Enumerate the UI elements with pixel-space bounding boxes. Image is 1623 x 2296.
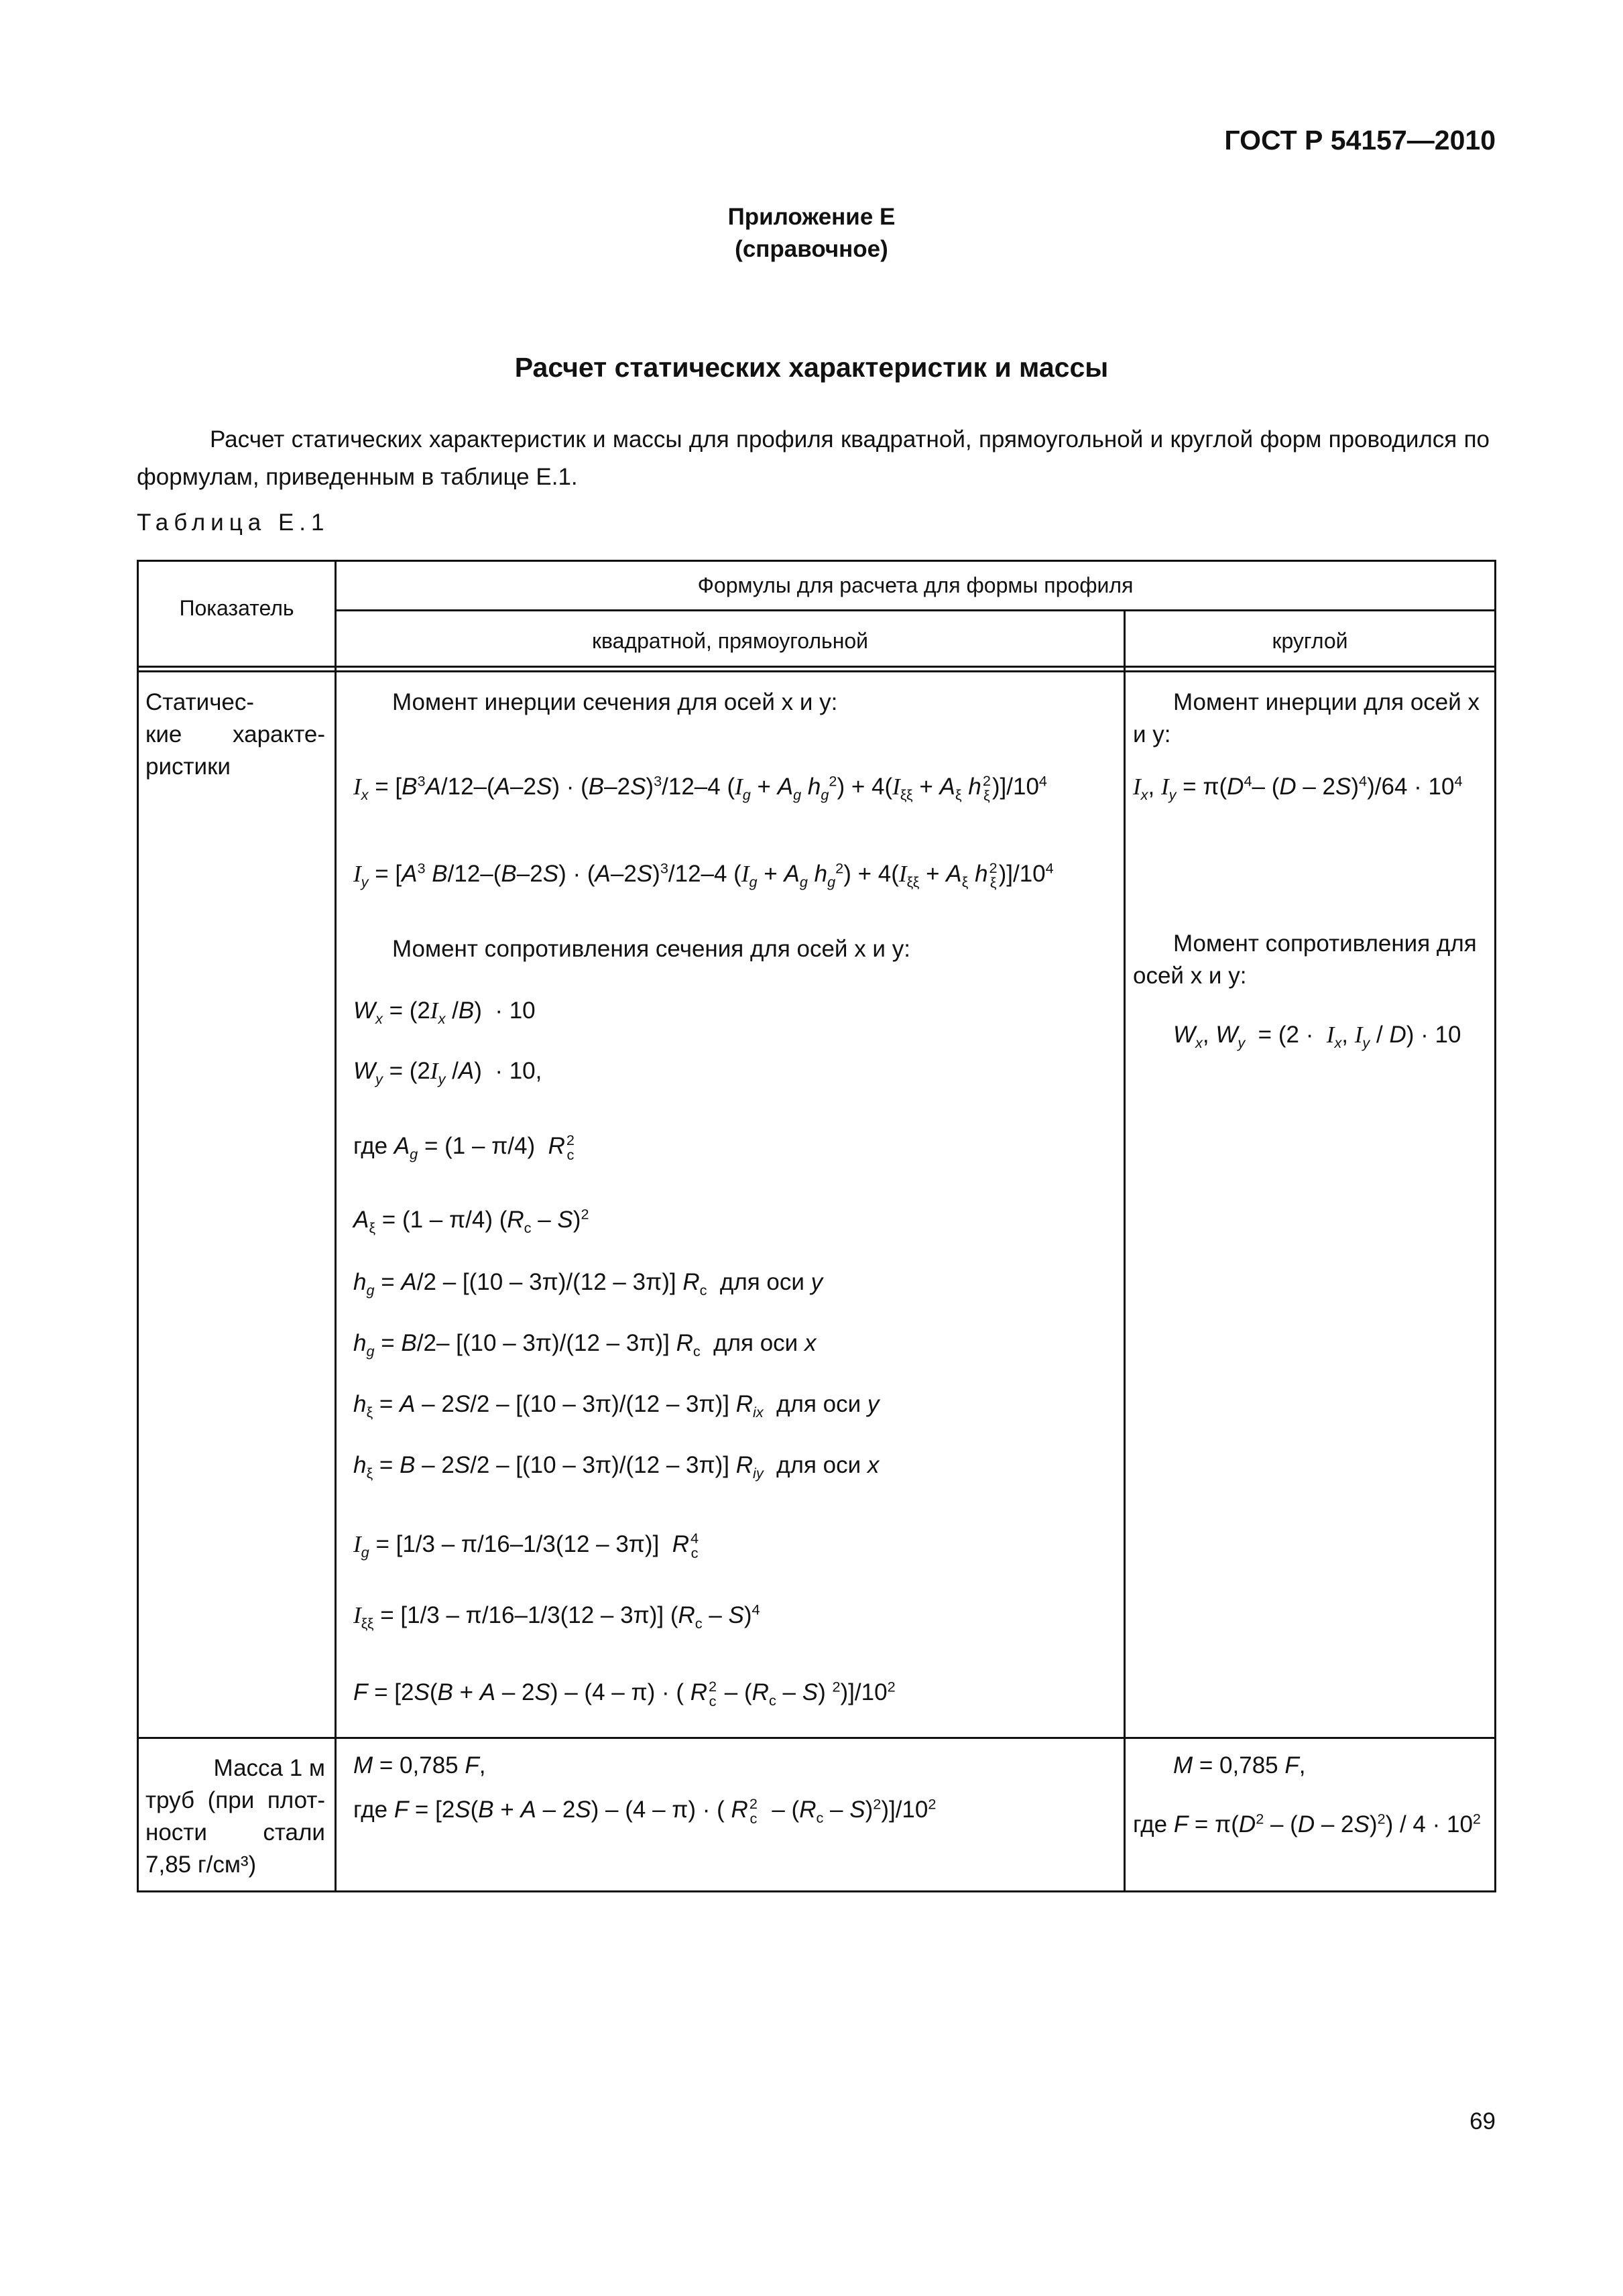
table-border-left — [137, 560, 139, 1892]
formula-ix-iy-round: $I_x$, $I_y = \pi(D^4-$ $(D - 2S)^4)/64 \cdot 10^4$ — [1133, 772, 1463, 803]
header-bottom-line — [137, 666, 1496, 668]
formula-hg-y: $h_g = A/2 - [(10 - 3\pi)/(12 - 3\pi)]$ $R_c$ для оси y — [353, 1269, 823, 1298]
formula-wx: $W_x = (2I_x$ /B) · 10 — [353, 998, 536, 1027]
intro-paragraph: Расчет статических характеристик и массы для профиля квадратной, прямоугольной и круглой форм проводился по формулам, приведенным в таблице Е.1. — [137, 426, 1490, 490]
row-label-mass-line: ности стали — [145, 1819, 325, 1846]
row-label-mass-line: Масса 1 м — [213, 1755, 325, 1781]
rd-mass-area-formula: где $F = \pi(D^2 - (D - 2S)^2) / 4 \cdot 10^2$ — [1133, 1810, 1481, 1837]
row-label-mass-line: труб (при плот- — [145, 1787, 325, 1813]
formula-ag: где $A_g = (1 - \pi/4)$ R 2 c — [353, 1132, 575, 1163]
rd-mass-formula: M = 0,785 F, — [1173, 1752, 1306, 1778]
formula-i-xixi: $I_{\xi\xi} = [1/3 - \pi/16-1/3(12 - 3\pi)]$ $(R_c - S)^4$ — [353, 1601, 760, 1632]
formula-h-xi-y: $h_\xi = A - 2S/2 - [(10 - 3\pi)/(12 - 3\pi)]$ $R_{ix}$ для оси y — [353, 1391, 880, 1421]
section-title: Расчет статических характеристик и массы — [514, 352, 1109, 383]
sq-mass-area-formula: где F = [2S(B + A – 2S) – (4 – π) · ( R 2 c – $(R_c - S)^2)]/10^2$ — [353, 1795, 937, 1827]
formula-ig: $I_g = [1/3 - \pi/16-1/3(12 - 3\pi)]$ R 4 c — [353, 1530, 699, 1561]
annex-heading — [0, 201, 1623, 265]
table-border-bottom — [137, 1890, 1496, 1892]
formula-a-xi: $A_\xi = (1 - \pi/4)$ $(R_c - S)^2$ — [353, 1205, 589, 1236]
formula-f-square: F = [2S(B + A – 2S) – (4 – π) · ( R 2 c – $(R_c - S)$ $^2)]/10^2$ — [353, 1678, 896, 1709]
column-divider-1 — [335, 560, 337, 1892]
rd-section-modulus-heading: Момент сопротивления для осей x и y: — [1133, 930, 1477, 989]
formula-wx-wy-round: $W_x$, $W_y = (2 \cdot I_x$, $I_y / D) \cdot 10$ — [1173, 1022, 1461, 1051]
table-border-right — [1494, 560, 1496, 1892]
formula-hg-x: $h_g = B/2-$ [(10 – 3π)/(12 – 3π)] $R_c$ для оси x — [353, 1330, 817, 1360]
header-round: круглой — [1272, 629, 1348, 653]
column-divider-2 — [1124, 609, 1126, 1892]
formula-ix: $I_x = [B^3A/12-(A-2S) \cdot (B-2S)^3/12-4$ ($I_g + A_g$ $h_g^2) + 4(I_{\xi\xi} + A_\xi$ h 2 ξ )]$/10^4$ — [353, 772, 1047, 804]
table-caption: Таблица Е.1 — [137, 509, 330, 536]
header-square: квадратной, прямоугольной — [591, 629, 869, 653]
sq-inertia-heading: Момент инерции сечения для осей x и y: — [392, 689, 838, 715]
header-indicator: Показатель — [179, 596, 294, 620]
row-label-mass — [145, 1752, 325, 1881]
header-divider — [336, 609, 1496, 611]
row-divider — [137, 1737, 1496, 1739]
sq-section-modulus-heading: Момент сопротивления сечения для осей x и y: — [392, 936, 910, 962]
annex-title: Приложение Е — [727, 204, 896, 230]
table-border-top — [137, 560, 1496, 562]
row-label-static — [145, 686, 325, 783]
annex-kind: (справочное) — [735, 236, 888, 262]
row-label-static-line: ристики — [145, 753, 231, 780]
formula-iy: $I_y = [A^3$ $B/12-(B-2S) \cdot (A-2S)^3/12-4$ ($I_g + A_g$ $h_g^2) + 4(I_{\xi\xi} + A_\xi$ h 2 ξ )]$/10^4$ — [353, 859, 1054, 891]
header-bottom-line-2 — [137, 670, 1496, 672]
row-label-mass-line: 7,85 г/см³) — [145, 1852, 257, 1878]
document-code: ГОСТ Р 54157—2010 — [1224, 125, 1496, 156]
header-formulas: Формулы для расчета для формы профиля — [697, 573, 1134, 597]
rd-inertia-heading: Момент инерции для осей x и y: — [1133, 689, 1480, 747]
row-label-static-line: кие характе- — [145, 721, 325, 747]
formula-h-xi-x: $h_\xi = B - 2S/2 - [(10 - 3\pi)/(12 - 3\pi)]$ $R_{iy}$ для оси x — [353, 1452, 880, 1482]
row-label-static-line: Статичес- — [145, 689, 255, 715]
formula-wy: $W_y = (2I_y$ /A) · 10, — [353, 1058, 542, 1087]
page-number: 69 — [1469, 2108, 1496, 2134]
sq-mass-formula: M = 0,785 F, — [353, 1752, 486, 1778]
